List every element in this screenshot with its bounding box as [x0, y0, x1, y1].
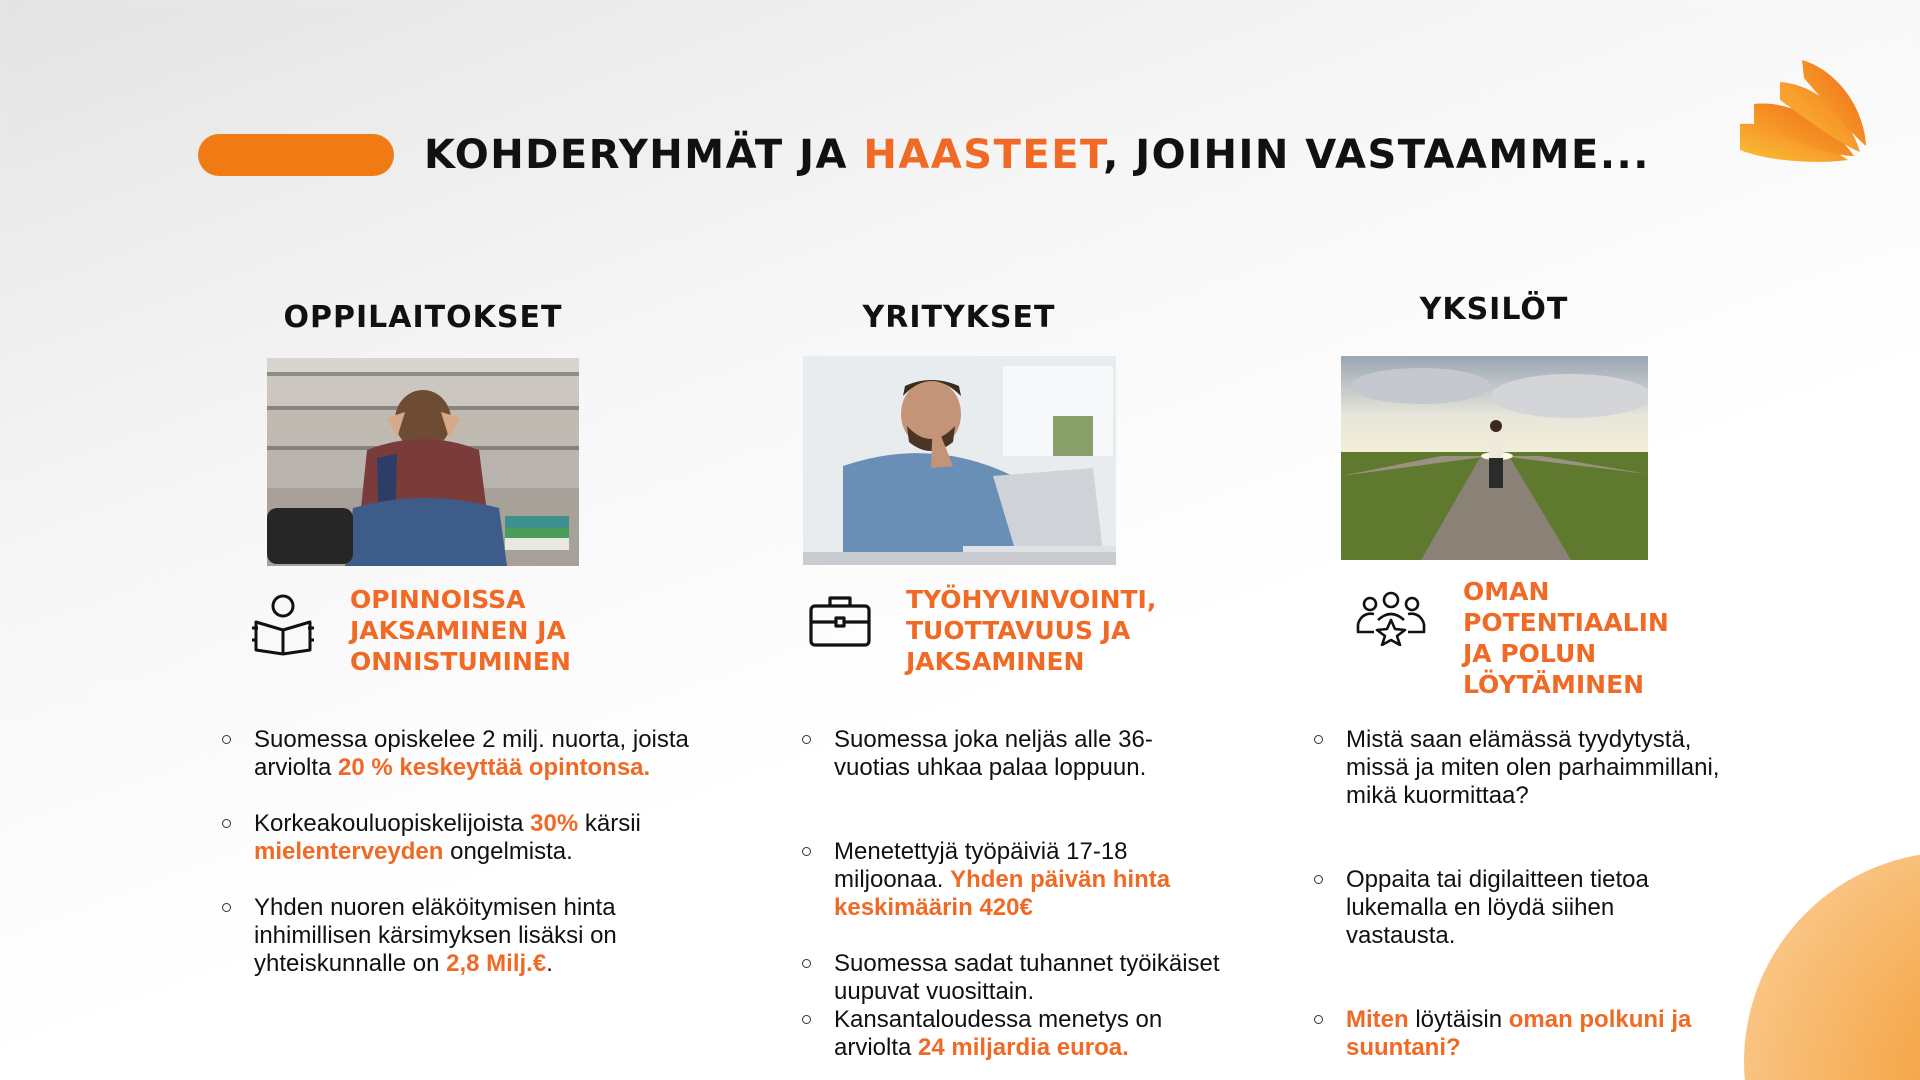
- list-item: [802, 950, 1222, 1006]
- highlight-text: 20 % keskeyttää opintonsa.: [338, 754, 651, 781]
- subhead-yritykset: [906, 584, 1156, 677]
- subhead-line: TUOTTAVUUS JA: [906, 616, 1131, 645]
- title-part-1: KOHDERYHMÄT JA: [424, 132, 864, 178]
- subhead-line: JAKSAMINEN: [906, 647, 1085, 676]
- list-item: [222, 894, 692, 978]
- title-accent-word: HAASTEET: [863, 132, 1104, 178]
- brand-logo: [1740, 52, 1870, 164]
- column-title-yritykset: YRITYKSET: [862, 300, 1056, 335]
- list-text: Mistä saan elämässä tyydytystä, missä ja miten olen parhaimmillani, mikä kuormittaa?: [1346, 726, 1720, 809]
- subhead-oppilaitokset: [350, 584, 571, 677]
- highlight-text: 2,8 Milj.€: [446, 950, 547, 977]
- list-text: kärsii: [578, 810, 641, 837]
- list-item: [802, 726, 1222, 782]
- title-part-2: , JOIHIN VASTAAMME...: [1103, 132, 1650, 178]
- column-title-yksilot: YKSILÖT: [1419, 292, 1569, 327]
- column-title-oppilaitokset: OPPILAITOKSET: [283, 300, 563, 335]
- subhead-line: JA POLUN: [1463, 639, 1597, 668]
- corner-decoration: [1744, 852, 1920, 1080]
- list-yksilot: [1314, 726, 1724, 1062]
- list-text: Suomessa joka neljäs alle 36-vuotias uhkaa palaa loppuun.: [834, 726, 1153, 781]
- group-star-icon: [1354, 590, 1428, 646]
- stressed-student-photo: [267, 358, 579, 566]
- title-accent-bar: [198, 134, 394, 176]
- list-oppilaitokset: [222, 726, 692, 978]
- list-text: Menetettyjä työpäiviä 17-18 miljoonaa.: [834, 838, 1128, 893]
- list-item: [802, 1006, 1222, 1062]
- list-yritykset: [802, 726, 1222, 1062]
- subhead-yksilot: [1463, 576, 1669, 700]
- highlight-text: oman polkuni ja suuntani?: [1346, 1006, 1692, 1061]
- subhead-line: OMAN: [1463, 577, 1550, 606]
- list-item: [802, 838, 1222, 922]
- list-item: [1314, 726, 1724, 810]
- page-title: [424, 128, 1650, 182]
- reading-person-icon: [250, 592, 316, 656]
- highlight-text: 30%: [530, 810, 579, 837]
- list-text: .: [546, 950, 553, 977]
- highlight-text: 24 miljardia euroa.: [918, 1034, 1129, 1061]
- tired-worker-laptop-photo: [803, 356, 1116, 565]
- list-text: Suomessa opiskelee 2 milj. nuorta, joista arviolta: [254, 726, 689, 781]
- highlight-text: mielenterveyden: [254, 838, 444, 865]
- list-text: ongelmista.: [443, 838, 573, 865]
- subhead-line: TYÖHYVINVOINTI,: [906, 585, 1157, 614]
- list-text: Yhden nuoren eläköitymisen hinta inhimillisen kärsimyksen lisäksi on yhteiskunnalle on: [254, 894, 617, 977]
- crossroads-path-photo: [1341, 356, 1648, 560]
- subhead-line: POTENTIAALIN: [1463, 608, 1669, 637]
- highlight-text: Yhden päivän hinta keskimäärin 420€: [834, 866, 1171, 921]
- list-text: Korkeakouluopiskelijoista: [254, 810, 531, 837]
- list-text: löytäisin: [1408, 1006, 1509, 1033]
- list-item: [222, 810, 692, 866]
- list-text: Suomessa sadat tuhannet työikäiset uupuvat vuosittain.: [834, 950, 1220, 1005]
- highlight-text: Miten: [1346, 1006, 1409, 1033]
- list-text: Kansantaloudessa menetys on arviolta: [834, 1006, 1163, 1061]
- list-item: [222, 726, 692, 782]
- subhead-line: OPINNOISSA: [350, 585, 526, 614]
- list-item: [1314, 1006, 1724, 1062]
- list-text: Oppaita tai digilaitteen tietoa lukemalla en löydä siihen vastausta.: [1346, 866, 1649, 949]
- list-item: [1314, 866, 1724, 950]
- subhead-line: ONNISTUMINEN: [350, 647, 571, 676]
- subhead-line: LÖYTÄMINEN: [1463, 670, 1645, 699]
- briefcase-icon: [808, 594, 872, 648]
- subhead-line: JAKSAMINEN JA: [350, 616, 566, 645]
